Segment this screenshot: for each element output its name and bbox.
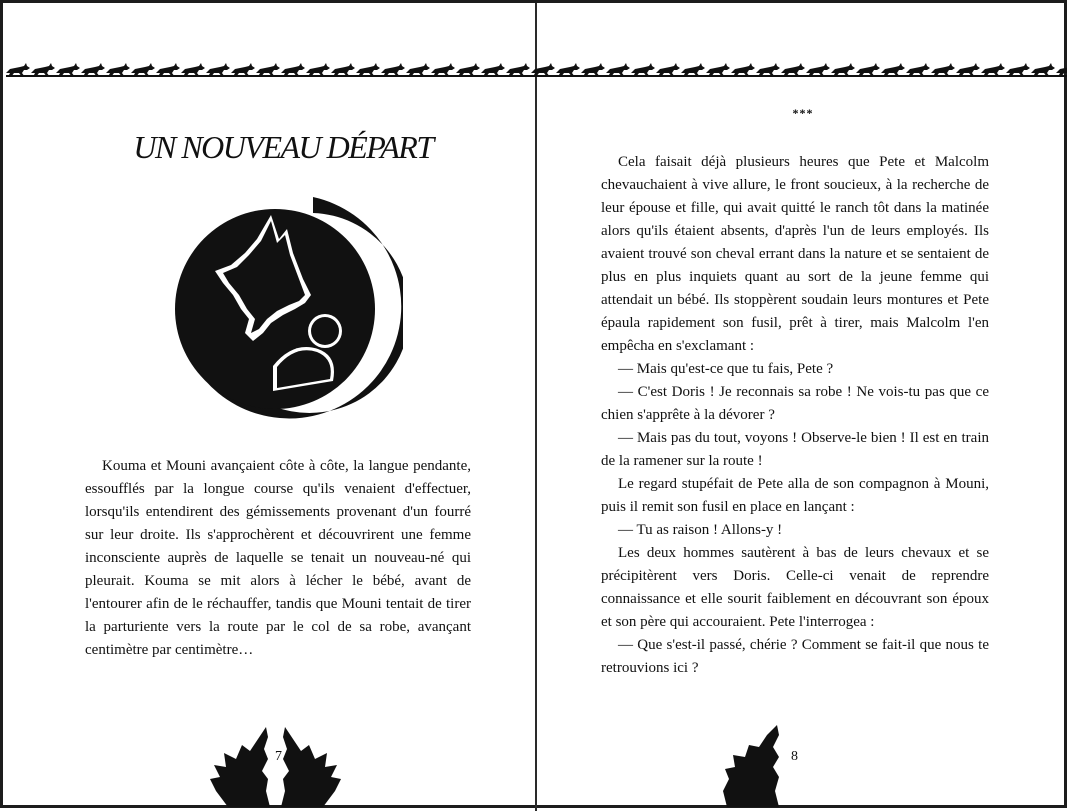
- dialogue-line: — Tu as raison ! Allons-y !: [618, 522, 783, 538]
- page-number: 8: [791, 749, 798, 764]
- dialogue-line: — C'est Doris ! Je reconnais sa robe ! Ne vois-tu pas que ce chien s'apprête à la dévorer ?: [601, 384, 989, 423]
- dialogue-line: — Mais pas du tout, voyons ! Observe-le bien ! Il est en train de la ramener sur la route !: [601, 430, 989, 469]
- header-rule: [6, 75, 1067, 77]
- paragraph: Kouma et Mouni avançaient côte à côte, la langue pendante, essoufflés par la longue course qu'ils venaient d'effectuer, lorsqu'ils entendirent des gémissements provenant d'un fourré sur leur droite. Ils s'approchèrent et découvrirent une femme inconsciente auprès de laquelle se tenait un nouveau-né qui pleurait. Kouma se mit alors à lécher le bébé, avant de l'entourer afin de le réchauffer, tandis que Mouni tentait de tirer la parturiente vers la route par le col de sa robe, avançant centimètre par centimètre…: [85, 458, 471, 658]
- page-gutter: [535, 3, 537, 811]
- left-page-body: [85, 455, 471, 662]
- page-number: 7: [275, 749, 282, 764]
- section-separator: ***: [792, 106, 814, 120]
- right-page-body: [601, 151, 989, 680]
- paragraph: Les deux hommes sautèrent à bas de leurs chevaux et se précipitèrent vers Doris. Celle-ci venait de reprendre connaissance et elle sourit faiblement en découvrant son époux et son père qui accouraient. Pete l'interrogea :: [601, 545, 989, 630]
- chapter-title: UN NOUVEAU DÉPART: [133, 129, 433, 165]
- howling-wolf-icon: [721, 721, 787, 812]
- wolf-moon-baby-icon: [153, 191, 403, 426]
- howling-wolves-icon: [208, 721, 343, 812]
- paragraph: Le regard stupéfait de Pete alla de son compagnon à Mouni, puis il remit son fusil en place en lançant :: [601, 476, 989, 515]
- dialogue-line: — Mais qu'est-ce que tu fais, Pete ?: [618, 361, 834, 377]
- dialogue-line: — Que s'est-il passé, chérie ? Comment se fait-il que nous te retrouvions ici ?: [601, 637, 989, 676]
- paragraph: Cela faisait déjà plusieurs heures que Pete et Malcolm chevauchaient à vive allure, le front soucieux, à la recherche de leur épouse et fille, qui avait quitté le ranch tôt dans la matinée alors qu'ils étaient absents, d'après l'un de leurs employés. Ils avaient trouvé son cheval errant dans la nature et se sentaient de plus en plus inquiets quant au sort de la jeune femme qui attendait un bébé. Ils stoppèrent soudain leurs montures et Pete épaula rapidement son fusil, prêt à tirer, mais Malcolm l'en empêcha en s'exclamant :: [601, 154, 989, 354]
